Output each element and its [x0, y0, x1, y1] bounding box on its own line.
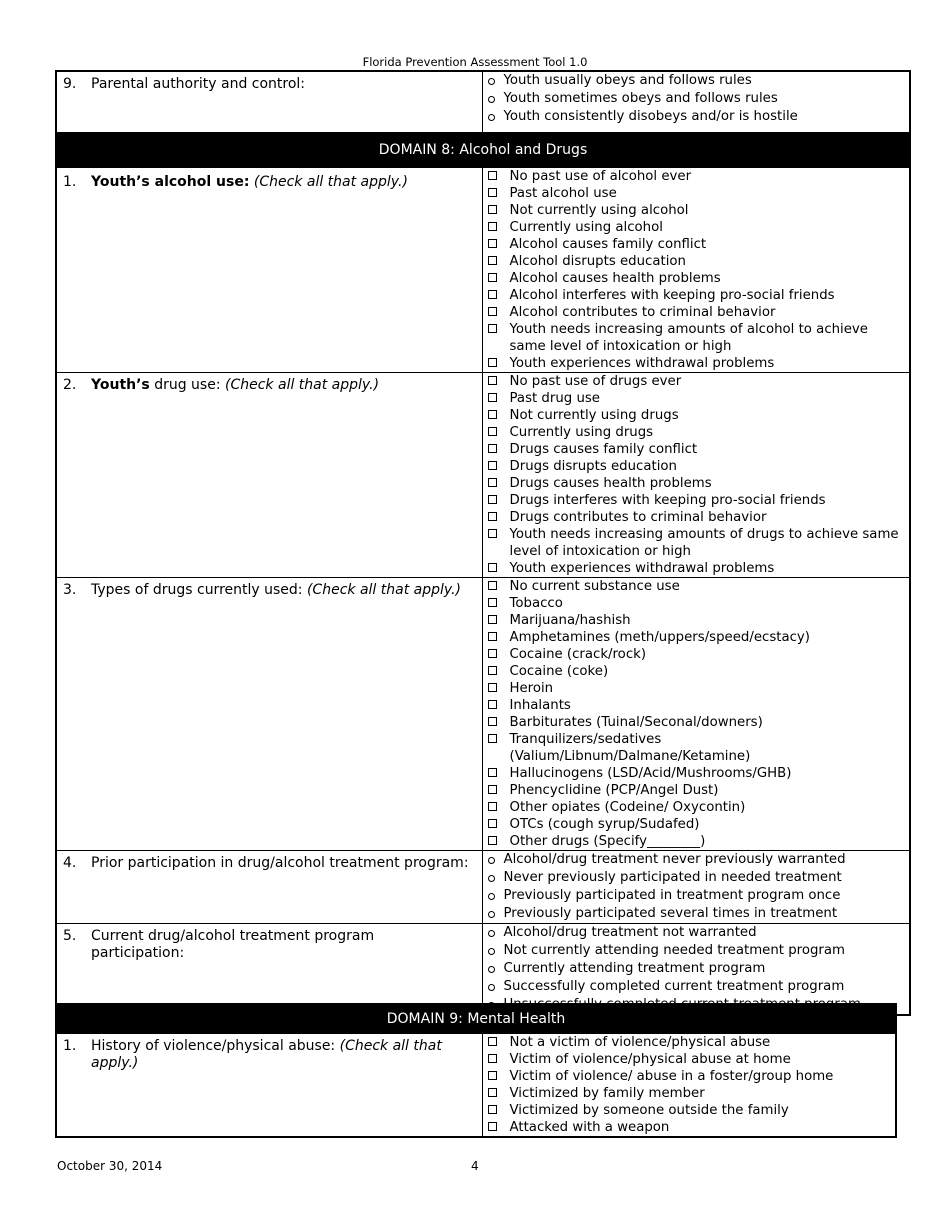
checkbox[interactable] — [488, 427, 497, 436]
checkbox-option[interactable] — [488, 782, 906, 799]
checkbox-option[interactable] — [488, 287, 906, 304]
option-label: Drugs disrupts education — [509, 459, 677, 474]
option-label: Other drugs (Specify________) — [509, 834, 706, 849]
checkbox-group-drug-types — [482, 578, 910, 851]
question-number: 2. — [63, 377, 77, 393]
option-label: Tobacco — [509, 596, 563, 611]
checkbox[interactable] — [488, 649, 497, 658]
checkbox-option[interactable] — [488, 492, 906, 509]
checkbox-group-drug-use — [482, 373, 910, 578]
option-label: Not a victim of violence/physical abuse — [509, 1035, 771, 1050]
option-label: No past use of drugs ever — [509, 374, 682, 389]
checkbox[interactable] — [488, 581, 497, 590]
checkbox-option[interactable] — [488, 304, 906, 321]
option-label: Alcohol contributes to criminal behavior — [509, 305, 776, 320]
radio-option[interactable] — [488, 869, 906, 887]
checkbox[interactable] — [488, 598, 497, 607]
radio-button[interactable] — [488, 984, 495, 991]
checkbox[interactable] — [488, 478, 497, 487]
checkbox-option[interactable] — [488, 509, 906, 526]
radio-button[interactable] — [488, 78, 495, 85]
option-label: Victim of violence/physical abuse at home — [509, 1052, 791, 1067]
radio-option[interactable] — [488, 90, 906, 108]
checkbox-option[interactable] — [488, 1034, 892, 1051]
option-label: Successfully completed current treatment program — [503, 979, 845, 994]
option-label: Inhalants — [509, 698, 571, 713]
checkbox[interactable] — [488, 205, 497, 214]
option-label: Youth needs increasing amounts of alcohol to achieve same level of intoxication or high — [509, 322, 868, 354]
checkbox[interactable] — [488, 1122, 497, 1131]
question-text: Current drug/alcohol treatment program participation: — [91, 928, 375, 961]
checkbox[interactable] — [488, 188, 497, 197]
radio-button[interactable] — [488, 948, 495, 955]
domain-8-title: DOMAIN 8: Alcohol and Drugs — [56, 133, 910, 168]
question-text: History of violence/physical abuse: — [91, 1038, 336, 1054]
checkbox[interactable] — [488, 1088, 497, 1097]
question-number: 4. — [63, 855, 77, 871]
footer-date: October 30, 2014 — [57, 1159, 163, 1173]
option-label: Marijuana/hashish — [509, 613, 631, 628]
checkbox[interactable] — [488, 324, 497, 333]
option-label: Tranquilizers/sedatives (Valium/Libnum/Dalmane/Ketamine) — [509, 732, 751, 764]
radio-option[interactable] — [488, 887, 906, 905]
checkbox[interactable] — [488, 273, 497, 282]
option-label: Not currently using drugs — [509, 408, 679, 423]
question-row-d9-q1 — [56, 1034, 896, 1138]
checkbox[interactable] — [488, 768, 497, 777]
option-label: Past alcohol use — [509, 186, 617, 201]
option-label: Barbiturates (Tuinal/Seconal/downers) — [509, 715, 763, 730]
radio-option[interactable] — [488, 108, 906, 126]
checkbox[interactable] — [488, 836, 497, 845]
checkbox-option[interactable] — [488, 663, 906, 680]
checkbox[interactable] — [488, 256, 497, 265]
radio-button[interactable] — [488, 893, 495, 900]
question-number: 1. — [63, 1038, 77, 1054]
checkbox-option[interactable] — [488, 697, 906, 714]
checkbox-option[interactable] — [488, 765, 906, 782]
radio-group-prior-treatment — [482, 851, 910, 924]
radio-button[interactable] — [488, 966, 495, 973]
option-label: Currently using alcohol — [509, 220, 663, 235]
option-label: Phencyclidine (PCP/Angel Dust) — [509, 783, 719, 798]
checkbox[interactable] — [488, 393, 497, 402]
checkbox[interactable] — [488, 444, 497, 453]
question-row-d8-q3 — [56, 578, 910, 851]
checkbox-option[interactable] — [488, 355, 906, 372]
option-label: Alcohol causes health problems — [509, 271, 721, 286]
checkbox-option[interactable] — [488, 1051, 892, 1068]
question-row-d8-q2 — [56, 373, 910, 578]
option-label: Past drug use — [509, 391, 600, 406]
checkbox-group-violence-history — [482, 1034, 896, 1138]
option-label: Youth experiences withdrawal problems — [509, 561, 775, 576]
checkbox-option[interactable] — [488, 646, 906, 663]
question-text-bold: Youth’s — [91, 377, 150, 393]
checkbox[interactable] — [488, 410, 497, 419]
checkbox[interactable] — [488, 495, 497, 504]
checkbox[interactable] — [488, 563, 497, 572]
checkbox-option[interactable] — [488, 612, 906, 629]
option-label: Drugs contributes to criminal behavior — [509, 510, 767, 525]
radio-option[interactable] — [488, 978, 906, 996]
radio-button[interactable] — [488, 857, 495, 864]
option-label: Previously participated in treatment program once — [503, 888, 841, 903]
checkbox[interactable] — [488, 529, 497, 538]
option-label: Hallucinogens (LSD/Acid/Mushrooms/GHB) — [509, 766, 792, 781]
option-label: Not currently attending needed treatment program — [503, 943, 845, 958]
checkbox-option[interactable] — [488, 373, 906, 390]
checkbox[interactable] — [488, 358, 497, 367]
checkbox[interactable] — [488, 666, 497, 675]
option-label: Currently using drugs — [509, 425, 654, 440]
checkbox-option[interactable] — [488, 1068, 892, 1085]
option-label: Youth usually obeys and follows rules — [503, 73, 752, 88]
domain-header-row — [56, 1004, 896, 1034]
checkbox[interactable] — [488, 819, 497, 828]
option-label: Drugs causes health problems — [509, 476, 712, 491]
checkbox[interactable] — [488, 717, 497, 726]
option-label: Victimized by someone outside the family — [509, 1103, 789, 1118]
option-label: No current substance use — [509, 579, 680, 594]
checkbox-option[interactable] — [488, 202, 906, 219]
radio-option[interactable] — [488, 72, 906, 90]
checkbox-option[interactable] — [488, 475, 906, 492]
checkbox-option[interactable] — [488, 253, 906, 270]
question-instruction: (Check all that apply.) — [253, 174, 408, 190]
question-instruction: (Check all that apply.) — [306, 582, 461, 598]
checkbox-group-alcohol-use — [482, 168, 910, 373]
checkbox-option[interactable] — [488, 799, 906, 816]
checkbox-option[interactable] — [488, 168, 906, 185]
radio-option[interactable] — [488, 851, 906, 869]
question-text: drug use: — [154, 377, 221, 393]
radio-option[interactable] — [488, 942, 906, 960]
form-table-domain9 — [55, 1003, 897, 1138]
option-label: Other opiates (Codeine/ Oxycontin) — [509, 800, 746, 815]
radio-option[interactable] — [488, 960, 906, 978]
domain-9-title: DOMAIN 9: Mental Health — [56, 1004, 896, 1034]
option-label: Drugs causes family conflict — [509, 442, 698, 457]
checkbox-option[interactable] — [488, 731, 906, 765]
option-label: Alcohol/drug treatment never previously warranted — [503, 852, 846, 867]
checkbox[interactable] — [488, 683, 497, 692]
question-row-d8-q4 — [56, 851, 910, 924]
checkbox-option[interactable] — [488, 595, 906, 612]
checkbox-option[interactable] — [488, 714, 906, 731]
checkbox-option[interactable] — [488, 236, 906, 253]
option-label: No past use of alcohol ever — [509, 169, 692, 184]
checkbox[interactable] — [488, 615, 497, 624]
checkbox-option[interactable] — [488, 1119, 892, 1136]
radio-button[interactable] — [488, 911, 495, 918]
radio-button[interactable] — [488, 96, 495, 103]
checkbox[interactable] — [488, 1105, 497, 1114]
checkbox[interactable] — [488, 1071, 497, 1080]
question-number: 1. — [63, 174, 77, 190]
option-label: Victim of violence/ abuse in a foster/group home — [509, 1069, 834, 1084]
domain-header-row — [56, 133, 910, 168]
option-label: Never previously participated in needed treatment — [503, 870, 842, 885]
checkbox-option[interactable] — [488, 270, 906, 287]
checkbox[interactable] — [488, 461, 497, 470]
radio-button[interactable] — [488, 114, 495, 121]
radio-group-q9 — [482, 71, 910, 133]
question-instruction: (Check all that apply.) — [91, 1038, 442, 1071]
option-label: Cocaine (coke) — [509, 664, 609, 679]
option-label: Heroin — [509, 681, 554, 696]
checkbox[interactable] — [488, 307, 497, 316]
option-label: Alcohol causes family conflict — [509, 237, 707, 252]
checkbox-option[interactable] — [488, 560, 906, 577]
option-label: Youth needs increasing amounts of drugs to achieve same level of intoxication or high — [509, 527, 899, 559]
option-label: Amphetamines (meth/uppers/speed/ecstacy) — [509, 630, 810, 645]
checkbox-option[interactable] — [488, 407, 906, 424]
checkbox-option[interactable] — [488, 185, 906, 202]
radio-option[interactable] — [488, 924, 906, 942]
checkbox[interactable] — [488, 1054, 497, 1063]
checkbox-option[interactable] — [488, 390, 906, 407]
question-number: 5. — [63, 928, 77, 944]
option-label: Alcohol/drug treatment not warranted — [503, 925, 757, 940]
checkbox-option[interactable] — [488, 458, 906, 475]
checkbox[interactable] — [488, 734, 497, 743]
question-text: Parental authority and control: — [91, 76, 306, 92]
option-label: Youth consistently disobeys and/or is hostile — [503, 109, 798, 124]
checkbox[interactable] — [488, 785, 497, 794]
option-label: Youth experiences withdrawal problems — [509, 356, 775, 371]
question-row-d8-q5 — [56, 924, 910, 1016]
radio-option[interactable] — [488, 905, 906, 923]
checkbox[interactable] — [488, 802, 497, 811]
question-row-q9 — [56, 71, 910, 133]
checkbox[interactable] — [488, 239, 497, 248]
checkbox-option[interactable] — [488, 629, 906, 646]
page-header-title: Florida Prevention Assessment Tool 1.0 — [362, 55, 588, 69]
checkbox-option[interactable] — [488, 578, 906, 595]
option-label: Cocaine (crack/rock) — [509, 647, 647, 662]
option-label: Alcohol interferes with keeping pro-social friends — [509, 288, 835, 303]
question-number: 9. — [63, 76, 77, 92]
checkbox[interactable] — [488, 222, 497, 231]
question-row-d8-q1 — [56, 168, 910, 373]
option-label: Not currently using alcohol — [509, 203, 689, 218]
checkbox-option[interactable] — [488, 1102, 892, 1119]
option-label: Alcohol disrupts education — [509, 254, 686, 269]
option-label: Drugs interferes with keeping pro-social friends — [509, 493, 826, 508]
checkbox[interactable] — [488, 290, 497, 299]
checkbox-option[interactable] — [488, 441, 906, 458]
checkbox[interactable] — [488, 632, 497, 641]
checkbox-option[interactable] — [488, 219, 906, 236]
page-number: 4 — [471, 1159, 479, 1173]
question-text: Prior participation in drug/alcohol treatment program: — [91, 855, 469, 871]
checkbox-option[interactable] — [488, 680, 906, 697]
question-number: 3. — [63, 582, 77, 598]
checkbox-option[interactable] — [488, 424, 906, 441]
question-text-bold: Youth’s alcohol use: — [91, 174, 250, 190]
option-label: OTCs (cough syrup/Sudafed) — [509, 817, 700, 832]
option-label: Victimized by family member — [509, 1086, 705, 1101]
option-label: Previously participated several times in treatment — [503, 906, 838, 921]
checkbox[interactable] — [488, 171, 497, 180]
option-label: Youth sometimes obeys and follows rules — [503, 91, 778, 106]
checkbox-option[interactable] — [488, 833, 906, 850]
radio-button[interactable] — [488, 875, 495, 882]
radio-group-current-treatment — [482, 924, 910, 1016]
checkbox-option[interactable] — [488, 1085, 892, 1102]
checkbox[interactable] — [488, 700, 497, 709]
question-text: Types of drugs currently used: — [91, 582, 303, 598]
option-label: Attacked with a weapon — [509, 1120, 670, 1135]
question-instruction: (Check all that apply.) — [225, 377, 380, 393]
radio-button[interactable] — [488, 930, 495, 937]
checkbox[interactable] — [488, 1037, 497, 1046]
checkbox[interactable] — [488, 512, 497, 521]
checkbox-option[interactable] — [488, 816, 906, 833]
option-label: Currently attending treatment program — [503, 961, 766, 976]
form-table-domain8 — [55, 70, 911, 1016]
checkbox-option[interactable] — [488, 526, 906, 560]
checkbox-option[interactable] — [488, 321, 906, 355]
checkbox[interactable] — [488, 376, 497, 385]
